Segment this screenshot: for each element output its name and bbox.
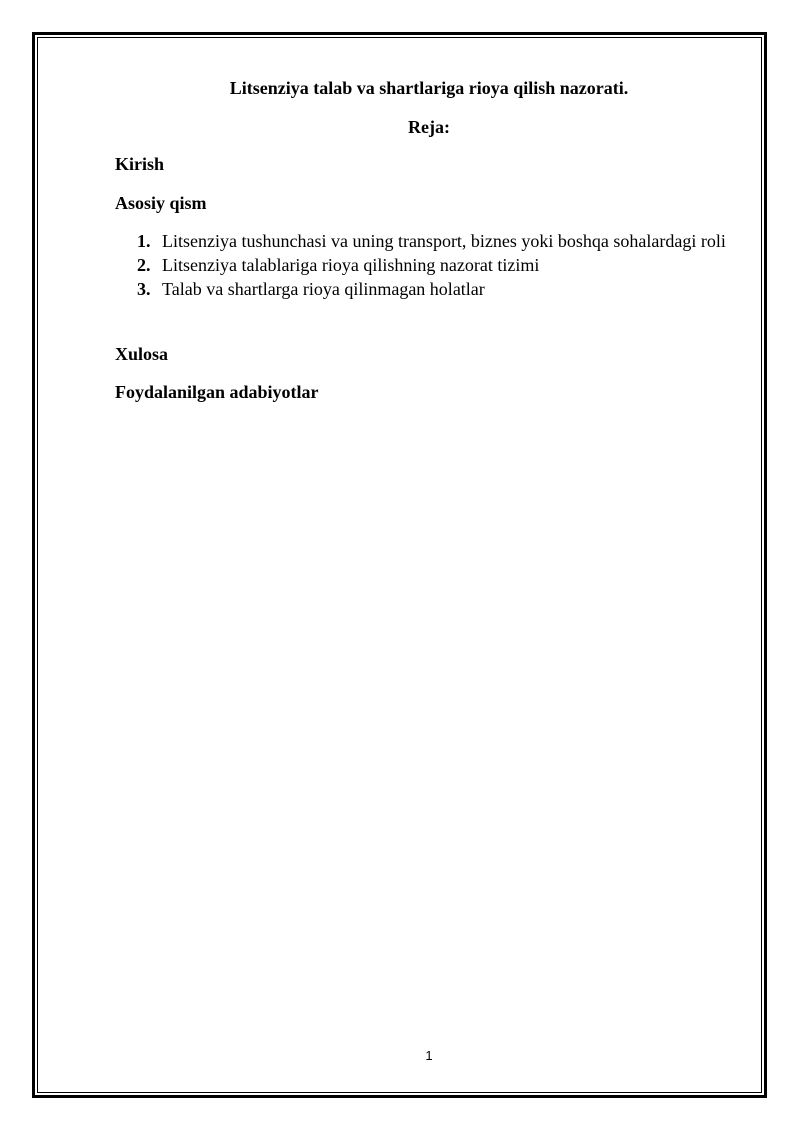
outline-item-number: 3. [137,279,151,299]
outline-item-text: Litsenziya talablariga rioya qilishning nazorat tizimi [162,255,540,275]
outline-item [115,229,730,253]
outline-item-text: Talab va shartlarga rioya qilinmagan holatlar [162,279,485,299]
section-heading-conclusion: Xulosa [115,344,169,364]
document-subtitle: Reja: [408,117,450,137]
section-heading-main: Asosiy qism [115,193,207,213]
outline-item [115,253,730,277]
outline-item-number: 1. [137,231,151,251]
page-number: 1 [425,1048,433,1063]
outline-list [115,229,730,301]
outline-item-number: 2. [137,255,151,275]
outline-item [115,277,730,301]
document-title: Litsenziya talab va shartlariga rioya qilish nazorati. [229,78,629,98]
outline-item-text: Litsenziya tushunchasi va uning transport, biznes yoki boshqa sohalardagi roli [162,231,726,251]
section-heading-references: Foydalanilgan adabiyotlar [115,382,319,402]
section-heading-intro: Kirish [115,154,165,174]
